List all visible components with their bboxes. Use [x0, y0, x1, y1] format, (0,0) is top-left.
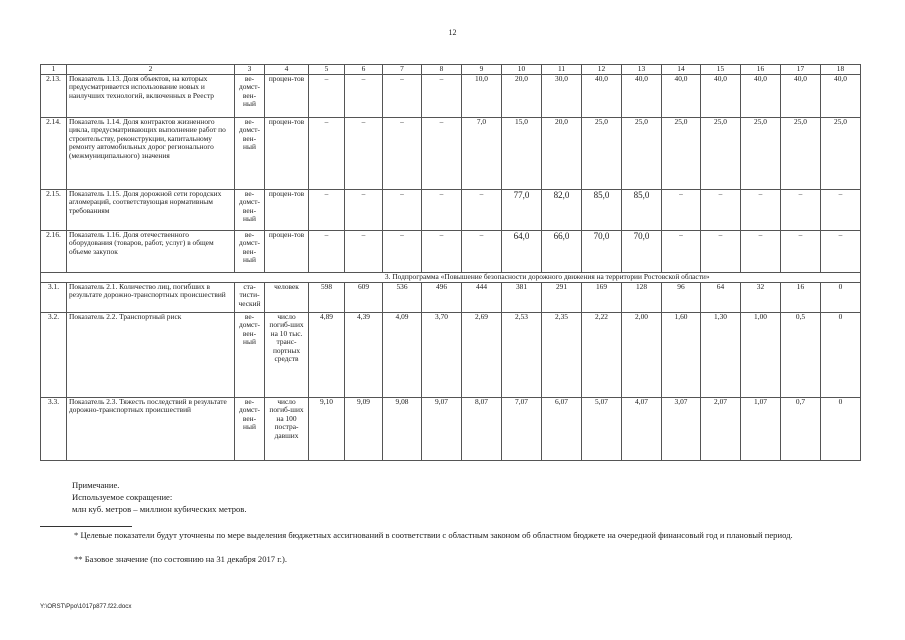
- value-cell: 0: [821, 312, 861, 397]
- row-number: 2.13.: [41, 74, 67, 117]
- row-number: 2.14.: [41, 117, 67, 189]
- value-cell: –: [309, 117, 345, 189]
- indicator-type: ве-домст-вен-ный: [235, 74, 265, 117]
- value-cell: –: [383, 230, 422, 272]
- header-cell: 8: [422, 65, 462, 75]
- footnote-1: [40, 530, 866, 541]
- footnote-2: [40, 554, 866, 565]
- value-cell: 40,0: [662, 74, 701, 117]
- value-cell: –: [345, 117, 383, 189]
- value-cell: 2,35: [542, 312, 582, 397]
- indicator-type: ве-домст-вен-ный: [235, 117, 265, 189]
- value-cell: –: [309, 74, 345, 117]
- table-row: [41, 117, 861, 189]
- value-cell: 2,00: [622, 312, 662, 397]
- unit-of-measure: число погиб-ших на 10 тыс. транс-портных средств: [265, 312, 309, 397]
- note-abbreviation-title: Используемое сокращение:: [72, 492, 173, 502]
- header-cell: 2: [67, 65, 235, 75]
- indicator-type: ве-домст-вен-ный: [235, 397, 265, 460]
- value-cell: 40,0: [821, 74, 861, 117]
- row-number: 3.3.: [41, 397, 67, 460]
- header-cell: 12: [582, 65, 622, 75]
- section-title: 3. Подпрограмма «Повышение безопасности дорожного движения на территории Ростовской области»: [235, 272, 861, 282]
- value-cell: 4,89: [309, 312, 345, 397]
- table-row: [41, 282, 861, 312]
- row-number: 2.15.: [41, 189, 67, 230]
- section-row: [41, 272, 861, 282]
- header-cell: 11: [542, 65, 582, 75]
- value-cell: 0,7: [781, 397, 821, 460]
- value-cell: 40,0: [781, 74, 821, 117]
- unit-of-measure: человек: [265, 282, 309, 312]
- header-cell: 15: [701, 65, 741, 75]
- value-cell: 25,0: [662, 117, 701, 189]
- value-cell: 2,22: [582, 312, 622, 397]
- value-cell: –: [383, 189, 422, 230]
- value-cell: 16: [781, 282, 821, 312]
- value-cell: 3,70: [422, 312, 462, 397]
- value-cell: 25,0: [701, 117, 741, 189]
- header-cell: 13: [622, 65, 662, 75]
- value-cell: –: [383, 117, 422, 189]
- header-cell: 3: [235, 65, 265, 75]
- value-cell: –: [462, 230, 502, 272]
- value-cell: –: [781, 230, 821, 272]
- footnote-2-text: ** Базовое значение (по состоянию на 31 декабря 2017 г.).: [74, 554, 287, 564]
- value-cell: –: [741, 189, 781, 230]
- value-cell: 6,07: [542, 397, 582, 460]
- indicator-type: ве-домст-вен-ный: [235, 312, 265, 397]
- value-cell: 70,0: [622, 230, 662, 272]
- value-cell: 2,53: [502, 312, 542, 397]
- value-cell: 0: [821, 282, 861, 312]
- value-cell: 25,0: [582, 117, 622, 189]
- value-cell: –: [422, 189, 462, 230]
- indicator-name: Показатель 1.15. Доля дорожной сети городских агломераций, соответствующая нормативным требованиям: [67, 189, 235, 230]
- indicator-type: ве-домст-вен-ный: [235, 230, 265, 272]
- indicator-type: ста-тисти-ческий: [235, 282, 265, 312]
- value-cell: 536: [383, 282, 422, 312]
- value-cell: –: [422, 230, 462, 272]
- value-cell: 10,0: [462, 74, 502, 117]
- value-cell: 444: [462, 282, 502, 312]
- value-cell: –: [422, 117, 462, 189]
- footnote-1-text: * Целевые показатели будут уточнены по мере выделения бюджетных ассигнований в соответствии с областным законом об областном бюджете на очередной финансовый год и плановый период.: [74, 530, 793, 540]
- value-cell: –: [345, 230, 383, 272]
- note-title: Примечание.: [72, 480, 120, 490]
- header-cell: 9: [462, 65, 502, 75]
- header-cell: 16: [741, 65, 781, 75]
- value-cell: 7,07: [502, 397, 542, 460]
- value-cell: 25,0: [741, 117, 781, 189]
- value-cell: 20,0: [502, 74, 542, 117]
- value-cell: 40,0: [741, 74, 781, 117]
- header-row: [41, 65, 861, 75]
- indicators-table: [40, 64, 861, 461]
- value-cell: 25,0: [821, 117, 861, 189]
- value-cell: 0,5: [781, 312, 821, 397]
- value-cell: 9,09: [345, 397, 383, 460]
- value-cell: 85,0: [582, 189, 622, 230]
- unit-of-measure: процен-тов: [265, 189, 309, 230]
- value-cell: 381: [502, 282, 542, 312]
- value-cell: 4,09: [383, 312, 422, 397]
- value-cell: 9,07: [422, 397, 462, 460]
- value-cell: –: [309, 189, 345, 230]
- indicator-name: Показатель 2.3. Тяжесть последствий в результате дорожно-транспортных происшествий: [67, 397, 235, 460]
- value-cell: 1,60: [662, 312, 701, 397]
- value-cell: 9,10: [309, 397, 345, 460]
- indicator-name: Показатель 1.13. Доля объектов, на которых предусматривается использование новых и наилучших технологий, включенных в Реестр: [67, 74, 235, 117]
- value-cell: 25,0: [622, 117, 662, 189]
- value-cell: –: [781, 189, 821, 230]
- value-cell: 609: [345, 282, 383, 312]
- value-cell: 40,0: [582, 74, 622, 117]
- value-cell: 4,07: [622, 397, 662, 460]
- value-cell: –: [821, 230, 861, 272]
- value-cell: –: [662, 230, 701, 272]
- value-cell: 2,69: [462, 312, 502, 397]
- header-cell: 7: [383, 65, 422, 75]
- indicator-name: Показатель 2.2. Транспортный риск: [67, 312, 235, 397]
- header-cell: 10: [502, 65, 542, 75]
- row-number: 3.2.: [41, 312, 67, 397]
- unit-of-measure: процен-тов: [265, 117, 309, 189]
- header-cell: 4: [265, 65, 309, 75]
- value-cell: 4,39: [345, 312, 383, 397]
- value-cell: 169: [582, 282, 622, 312]
- table-row: [41, 74, 861, 117]
- value-cell: 32: [741, 282, 781, 312]
- value-cell: 85,0: [622, 189, 662, 230]
- file-path: Y:\ORST\Ppo\1017p877.f22.docx: [40, 603, 132, 610]
- value-cell: –: [345, 74, 383, 117]
- page-number: 12: [448, 28, 457, 37]
- value-cell: 70,0: [582, 230, 622, 272]
- value-cell: –: [422, 74, 462, 117]
- unit-of-measure: процен-тов: [265, 230, 309, 272]
- value-cell: 128: [622, 282, 662, 312]
- unit-of-measure: процен-тов: [265, 74, 309, 117]
- value-cell: –: [309, 230, 345, 272]
- value-cell: 1,30: [701, 312, 741, 397]
- value-cell: –: [741, 230, 781, 272]
- value-cell: –: [701, 230, 741, 272]
- value-cell: 77,0: [502, 189, 542, 230]
- value-cell: 7,0: [462, 117, 502, 189]
- value-cell: 40,0: [701, 74, 741, 117]
- value-cell: 15,0: [502, 117, 542, 189]
- value-cell: 3,07: [662, 397, 701, 460]
- header-cell: 14: [662, 65, 701, 75]
- indicator-name: Показатель 2.1. Количество лиц, погибших в результате дорожно-транспортных происшествий: [67, 282, 235, 312]
- value-cell: 1,07: [741, 397, 781, 460]
- value-cell: 2,07: [701, 397, 741, 460]
- value-cell: 40,0: [622, 74, 662, 117]
- header-cell: 5: [309, 65, 345, 75]
- row-number: 3.1.: [41, 282, 67, 312]
- indicator-name: Показатель 1.16. Доля отечественного оборудования (товаров, работ, услуг) в общем объеме закупок: [67, 230, 235, 272]
- row-number: 2.16.: [41, 230, 67, 272]
- value-cell: 598: [309, 282, 345, 312]
- table-row: [41, 397, 861, 460]
- value-cell: 291: [542, 282, 582, 312]
- value-cell: 20,0: [542, 117, 582, 189]
- value-cell: 5,07: [582, 397, 622, 460]
- unit-of-measure: число погиб-ших на 100 постра-давших: [265, 397, 309, 460]
- table-row: [41, 230, 861, 272]
- note-abbreviation: млн куб. метров – миллион кубических метров.: [72, 504, 247, 514]
- value-cell: 496: [422, 282, 462, 312]
- value-cell: 82,0: [542, 189, 582, 230]
- value-cell: 96: [662, 282, 701, 312]
- value-cell: –: [462, 189, 502, 230]
- value-cell: 0: [821, 397, 861, 460]
- value-cell: –: [701, 189, 741, 230]
- value-cell: –: [345, 189, 383, 230]
- table-row: [41, 189, 861, 230]
- value-cell: –: [383, 74, 422, 117]
- section-spacer: [41, 272, 235, 282]
- value-cell: 30,0: [542, 74, 582, 117]
- value-cell: 25,0: [781, 117, 821, 189]
- header-cell: 18: [821, 65, 861, 75]
- value-cell: –: [821, 189, 861, 230]
- value-cell: 64,0: [502, 230, 542, 272]
- value-cell: 66,0: [542, 230, 582, 272]
- value-cell: –: [662, 189, 701, 230]
- indicator-type: ве-домст-вен-ный: [235, 189, 265, 230]
- header-cell: 6: [345, 65, 383, 75]
- footnote-separator: [40, 526, 132, 527]
- header-cell: 1: [41, 65, 67, 75]
- value-cell: 1,00: [741, 312, 781, 397]
- header-cell: 17: [781, 65, 821, 75]
- indicator-name: Показатель 1.14. Доля контрактов жизненного цикла, предусматривающих выполнение работ по строительству, реконструкции, капитальному ремонту автомобильных дорог регионального (межмуниципального) значения: [67, 117, 235, 189]
- value-cell: 9,08: [383, 397, 422, 460]
- value-cell: 8,07: [462, 397, 502, 460]
- value-cell: 64: [701, 282, 741, 312]
- table-row: [41, 312, 861, 397]
